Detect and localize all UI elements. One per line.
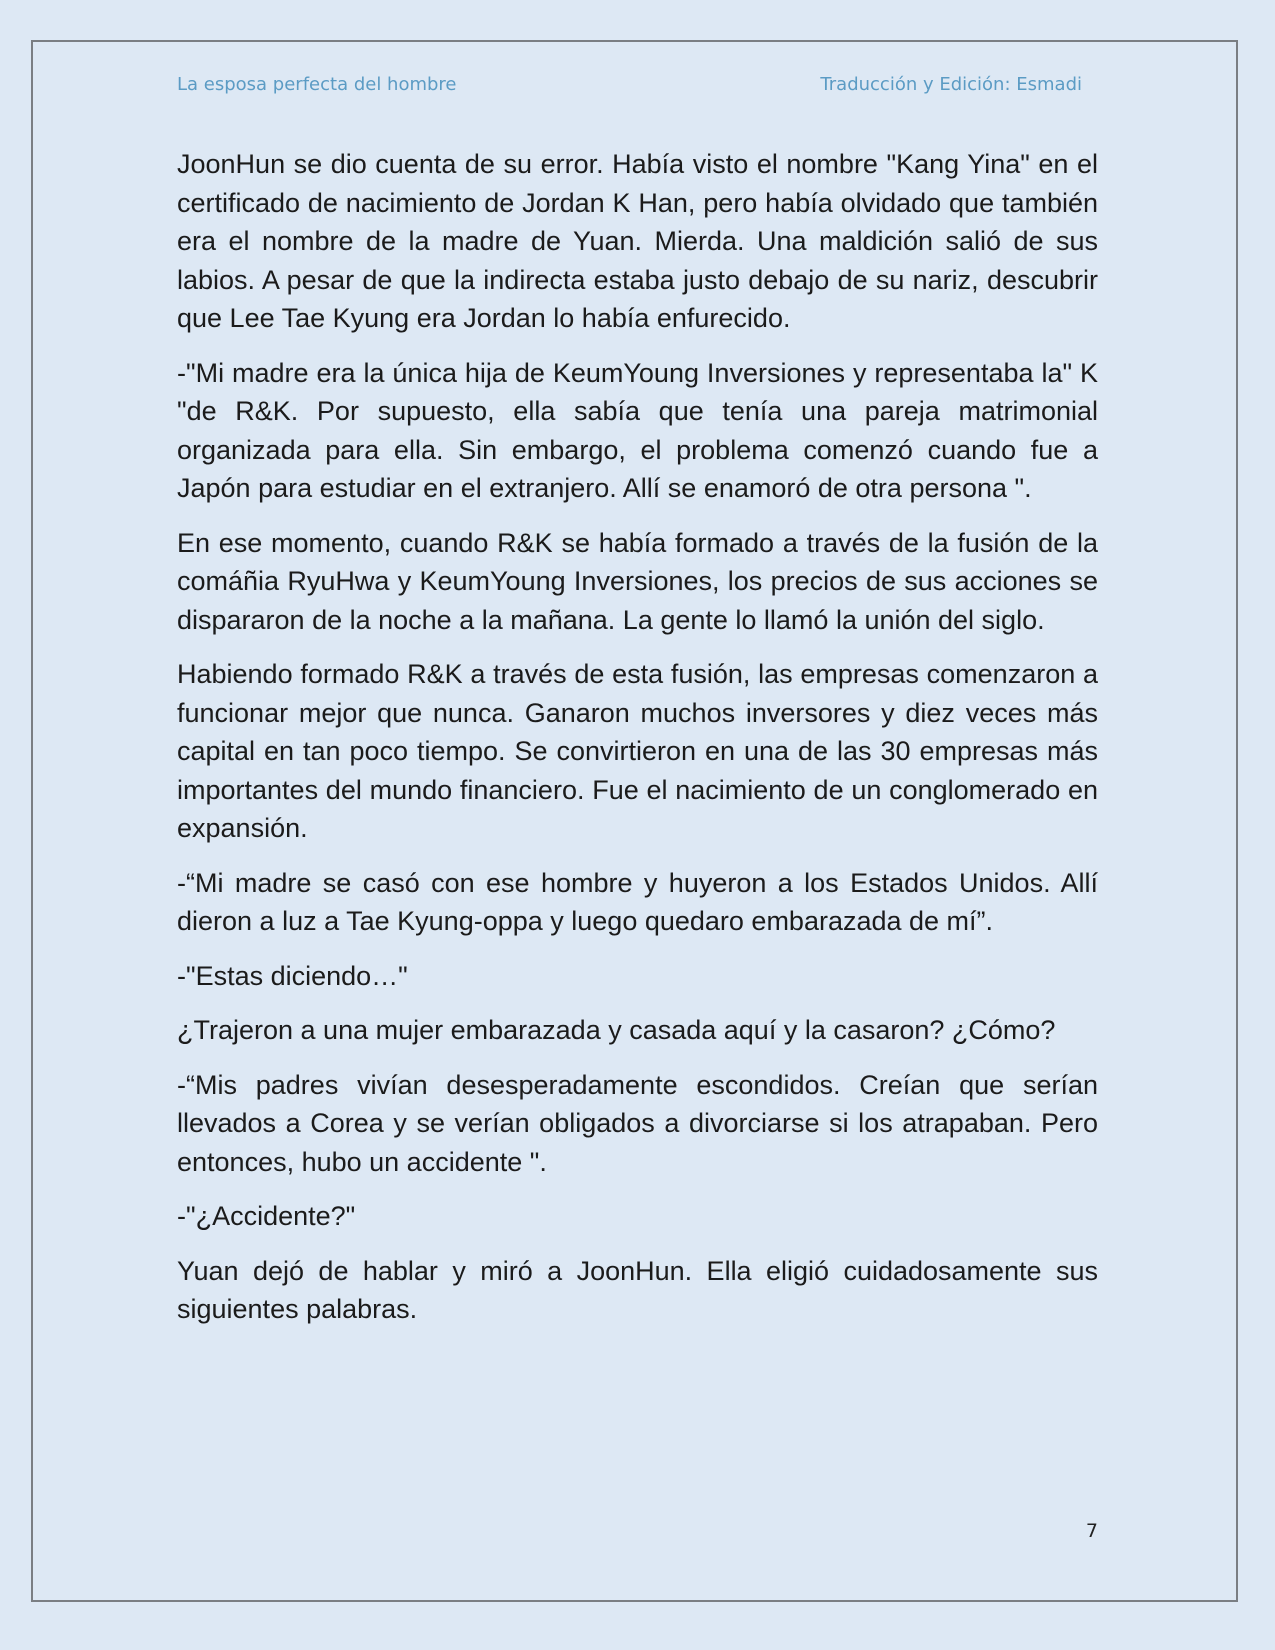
paragraph: -"¿Accidente?" (177, 1201, 356, 1231)
paragraph: Habiendo formado R&K a través de esta fusión, las empresas comenzaron a funcionar mejor que nunca. Ganaron muchos inversores y diez veces más capital en tan poco tiempo. Se convirtieron en una de las 30 empresas más importantes del mundo financiero. Fue el nacimiento de un conglomerado en expansión. (177, 659, 1098, 843)
page-number: 7 (1085, 1520, 1098, 1542)
page-header (177, 74, 1082, 100)
paragraph: En ese momento, cuando R&K se había formado a través de la fusión de la comáñia RyuHwa y KeumYoung Inversiones, los precios de sus acciones se dispararon de la noche a la mañana. La gente lo llamó la unión del siglo. (177, 527, 1098, 635)
paragraph: ¿Trajeron a una mujer embarazada y casada aquí y la casaron? ¿Cómo? (177, 1015, 1056, 1045)
paragraph: -“Mis padres vivían desesperadamente escondidos. Creían que serían llevados a Corea y se verían obligados a divorciarse si los atrapaban. Pero entonces, hubo un accidente ". (177, 1069, 1098, 1177)
header-book-title: La esposa perfecta del hombre (177, 74, 457, 95)
paragraph: -“Mi madre se casó con ese hombre y huyeron a los Estados Unidos. Allí dieron a luz a Tae Kyung-oppa y luego quedaro embarazada de mí”. (177, 867, 1098, 936)
paragraph: Yuan dejó de hablar y miró a JoonHun. Ella eligió cuidadosamente sus siguientes palabras. (177, 1255, 1098, 1324)
paragraph: JoonHun se dio cuenta de su error. Había visto el nombre "Kang Yina" en el certificado de nacimiento de Jordan K Han, pero había olvidado que también era el nombre de la madre de Yuan. Mierda. Una maldición salió de sus labios. A pesar de que la indirecta estaba justo debajo de su nariz, descubrir que Lee Tae Kyung era Jordan lo había enfurecido. (177, 149, 1098, 333)
header-translation-credit: Traducción y Edición: Esmadi (820, 74, 1082, 95)
paragraph: -"Estas diciendo…" (177, 960, 408, 991)
body-text (177, 145, 1098, 1345)
paragraph: -"Mi madre era la única hija de KeumYoung Inversiones y representaba la" K "de R&K. Por supuesto, ella sabía que tenía una pareja matrimonial organizada para ella. Sin embargo, el problema comenzó cuando fue a Japón para estudiar en el extranjero. Allí se enamoró de otra persona ". (177, 357, 1098, 503)
